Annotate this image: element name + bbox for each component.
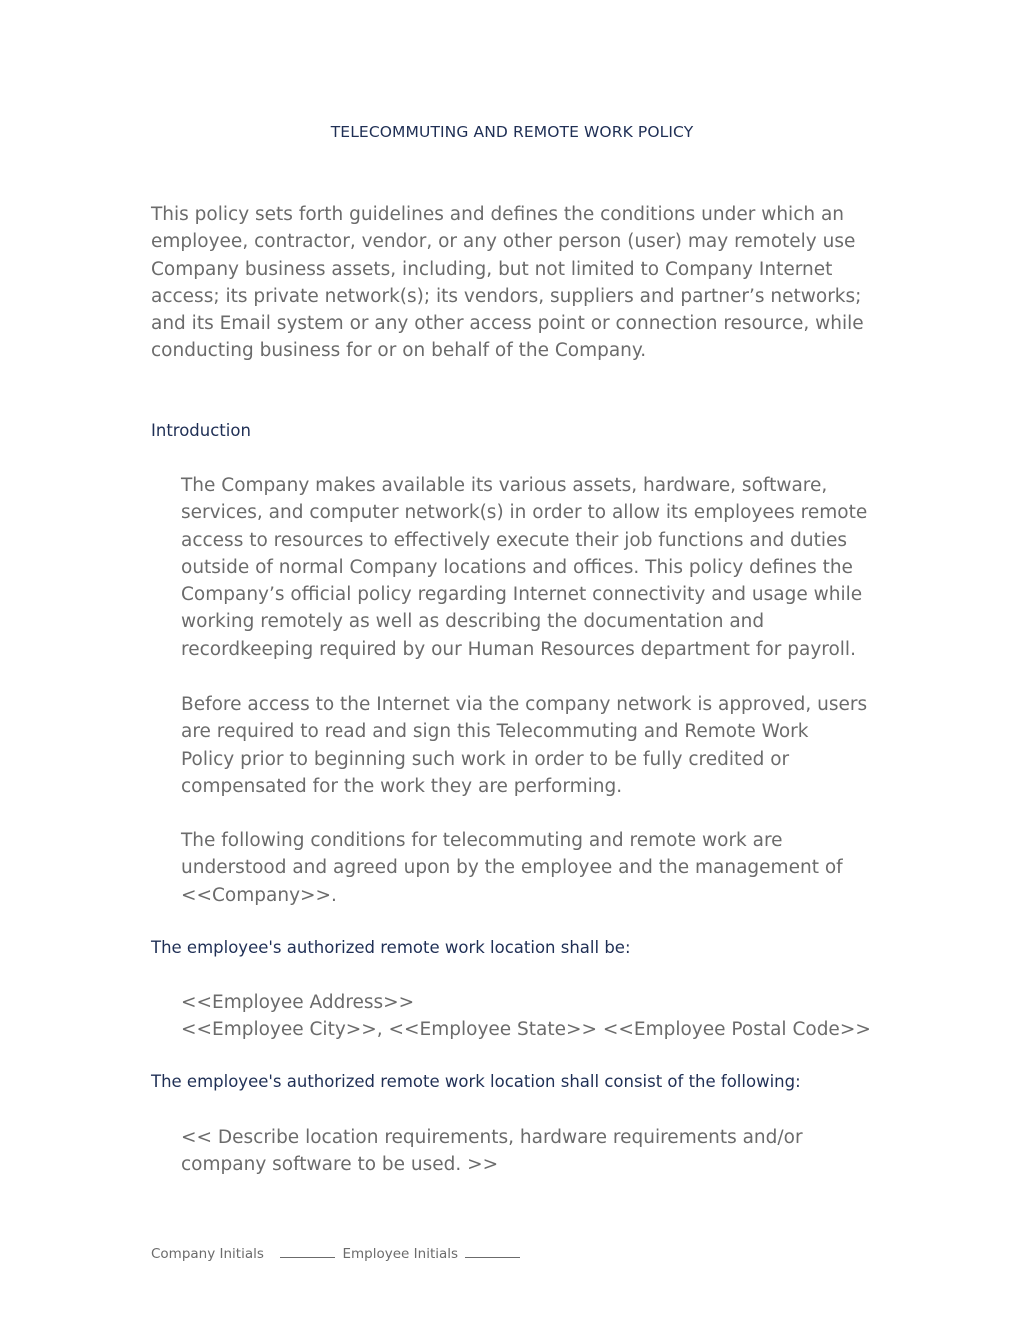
employee-address-block [181,989,886,1044]
initials-footer [151,1246,523,1262]
company-assets-paragraph [181,472,886,663]
intro-line: Company business assets, including, but not limited to Company Internet [151,258,833,280]
paragraph-line: recordkeeping required by our Human Resources department for payroll. [181,638,856,660]
paragraph-line: are required to read and sign this Telecommuting and Remote Work [181,721,809,743]
requirements-line: << Describe location requirements, hardware requirements and/or [181,1127,803,1148]
paragraph-line: Before access to the Internet via the company network is approved, users [181,694,868,715]
paragraph-line: understood and agreed upon by the employee and the management of [181,857,843,879]
employee-initials-blank[interactable] [465,1256,520,1258]
paragraph-line: Policy prior to beginning such work in order to be fully credited or [181,748,790,770]
paragraph-line: working remotely as well as describing the documentation and [181,611,765,633]
address-line: <<Employee Address>> [181,992,415,1013]
paragraph-line: outside of normal Company locations and offices. This policy defines the [181,556,853,578]
intro-line: and its Email system or any other access point or connection resource, while [151,313,864,335]
company-initials-label: Company Initials [151,1246,264,1262]
paragraph-line: The following conditions for telecommuting and remote work are [181,830,783,851]
access-approval-paragraph [181,691,886,800]
intro-line: employee, contractor, vendor, or any other person (user) may remotely use [151,231,856,253]
requirements-line: company software to be used. >> [181,1154,499,1176]
intro-line: access; its private network(s); its vendors, suppliers and partner’s networks; [151,285,862,307]
employee-initials-label: Employee Initials [342,1246,459,1262]
paragraph-line: Company’s official policy regarding Internet connectivity and usage while [181,584,863,606]
requirements-placeholder [181,1124,886,1179]
conditions-paragraph [181,827,886,909]
introduction-heading: Introduction [151,421,251,440]
paragraph-line: The Company makes available its various assets, hardware, software, [181,475,828,496]
document-title: TELECOMMUTING AND REMOTE WORK POLICY [330,123,694,141]
intro-line: This policy sets forth guidelines and defines the conditions under which an [151,204,845,225]
company-initials-blank[interactable] [280,1256,335,1258]
paragraph-line: compensated for the work they are performing. [181,775,623,797]
paragraph-line: services, and computer network(s) in order to allow its employees remote [181,502,868,524]
paragraph-line: <<Company>>. [181,884,337,906]
address-line: <<Employee City>>, <<Employee State>> <<Employee Postal Code>> [181,1019,871,1041]
intro-paragraph [151,201,886,365]
location-consist-heading: The employee's authorized remote work location shall consist of the following: [151,1072,801,1091]
intro-line: conducting business for or on behalf of the Company. [151,340,647,362]
location-heading: The employee's authorized remote work location shall be: [151,938,631,957]
paragraph-line: access to resources to effectively execute their job functions and duties [181,529,847,551]
